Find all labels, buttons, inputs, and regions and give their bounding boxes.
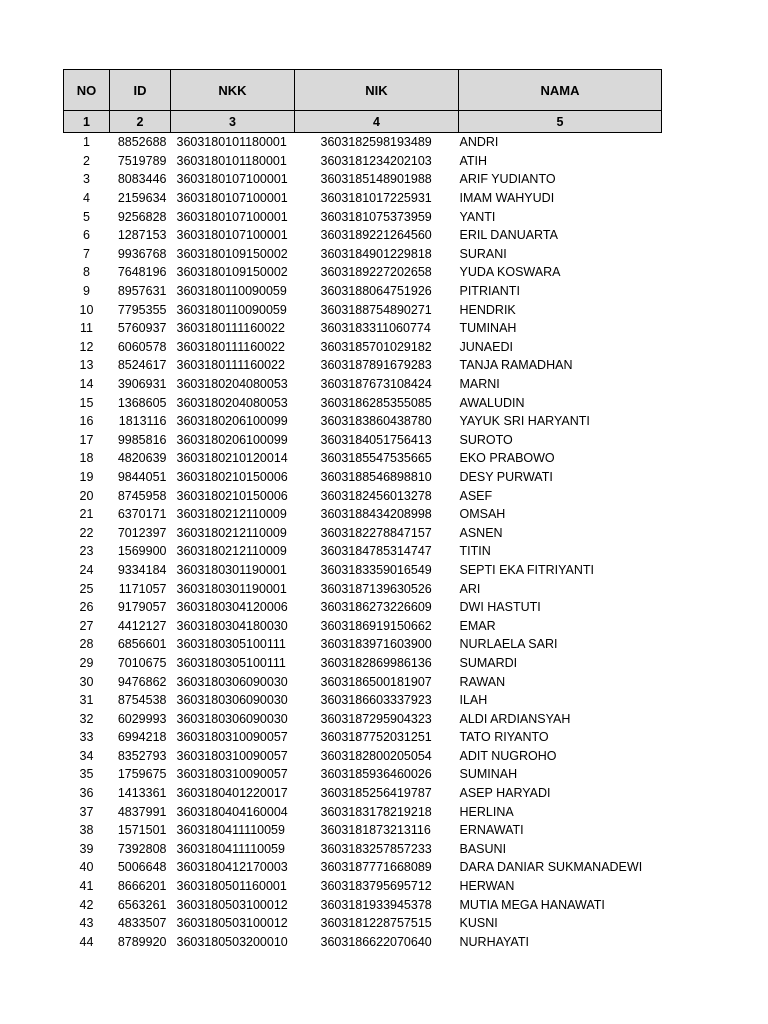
cell-nik: 3603185256419787 bbox=[320, 786, 432, 801]
cell-nama: ALDI ARDIANSYAH bbox=[459, 711, 571, 726]
cell-no: 35 bbox=[79, 767, 94, 782]
cell-nik: 3603183257857233 bbox=[320, 841, 432, 856]
cell-id: 8754538 bbox=[117, 693, 167, 708]
cell-nama: ILAH bbox=[459, 693, 488, 708]
cell-nkk: 3603180204080053 bbox=[176, 395, 288, 410]
header-id: ID bbox=[110, 70, 171, 111]
cell-no: 1 bbox=[83, 135, 90, 150]
cell-nik: 3603181933945378 bbox=[320, 897, 432, 912]
cell-no: 13 bbox=[79, 358, 94, 373]
table-row bbox=[64, 542, 662, 561]
cell-nama: OMSAH bbox=[459, 507, 506, 522]
cell-no: 43 bbox=[79, 916, 94, 931]
cell-nkk: 3603180111160022 bbox=[176, 321, 285, 336]
cell-nkk: 3603180501160001 bbox=[176, 879, 287, 894]
cell-nama: SURANI bbox=[459, 246, 507, 261]
cell-nama: MUTIA MEGA HANAWATI bbox=[459, 897, 605, 912]
table-row bbox=[64, 338, 662, 357]
cell-nkk: 3603180107100001 bbox=[176, 191, 288, 206]
cell-nik: 3603186603337923 bbox=[320, 693, 432, 708]
cell-no: 29 bbox=[79, 655, 94, 670]
cell-id: 1287153 bbox=[117, 228, 167, 243]
cell-nkk: 3603180305100111 bbox=[176, 637, 286, 652]
table-row bbox=[64, 468, 662, 487]
cell-id: 7010675 bbox=[117, 655, 167, 670]
header-no: NO bbox=[64, 70, 110, 111]
cell-nama: NURLAELA SARI bbox=[459, 637, 558, 652]
cell-nkk: 3603180411110059 bbox=[176, 823, 285, 838]
cell-nkk: 3603180503100012 bbox=[176, 897, 288, 912]
cell-no: 14 bbox=[79, 377, 94, 392]
cell-nkk: 3603180206100099 bbox=[176, 432, 288, 447]
cell-no: 25 bbox=[79, 581, 94, 596]
cell-id: 6856601 bbox=[117, 637, 167, 652]
table-row bbox=[64, 356, 662, 375]
cell-nama: SUMINAH bbox=[459, 767, 518, 782]
cell-no: 4 bbox=[83, 191, 90, 206]
cell-no: 16 bbox=[79, 414, 94, 429]
header-nama: NAMA bbox=[459, 70, 662, 111]
cell-no: 44 bbox=[79, 934, 94, 949]
cell-no: 22 bbox=[79, 525, 94, 540]
cell-no: 36 bbox=[79, 786, 94, 801]
column-number: 3 bbox=[171, 111, 295, 133]
cell-id: 9985816 bbox=[117, 432, 167, 447]
cell-nik: 3603187752031251 bbox=[320, 730, 432, 745]
cell-nik: 3603187295904323 bbox=[320, 711, 432, 726]
cell-nama: ASEP HARYADI bbox=[459, 786, 551, 801]
cell-nik: 3603183359016549 bbox=[320, 562, 432, 577]
table-row bbox=[64, 561, 662, 580]
cell-nik: 3603187891679283 bbox=[320, 358, 432, 373]
cell-no: 15 bbox=[79, 395, 94, 410]
table-row bbox=[64, 486, 662, 505]
table-row bbox=[64, 263, 662, 282]
cell-nkk: 3603180210120014 bbox=[176, 451, 288, 466]
cell-nama: TUMINAH bbox=[459, 321, 517, 336]
cell-nkk: 3603180306090030 bbox=[176, 693, 288, 708]
cell-nkk: 3603180305100111 bbox=[176, 655, 286, 670]
cell-nik: 3603183795695712 bbox=[320, 879, 432, 894]
column-number: 5 bbox=[459, 111, 662, 133]
cell-id: 7648196 bbox=[117, 265, 167, 280]
cell-nik: 3603181017225931 bbox=[320, 191, 432, 206]
cell-nik: 3603186500181907 bbox=[320, 674, 432, 689]
cell-nama: DESY PURWATI bbox=[459, 469, 553, 484]
cell-nama: ATIH bbox=[459, 153, 488, 168]
cell-nkk: 3603180304120006 bbox=[176, 600, 288, 615]
cell-no: 33 bbox=[79, 730, 94, 745]
table-row bbox=[64, 449, 662, 468]
cell-no: 3 bbox=[83, 172, 90, 187]
cell-nkk: 3603180212110009 bbox=[176, 525, 287, 540]
cell-nik: 3603181228757515 bbox=[320, 916, 432, 931]
cell-nik: 3603184901229818 bbox=[320, 246, 432, 261]
cell-no: 10 bbox=[79, 302, 94, 317]
cell-nama: YANTI bbox=[459, 209, 496, 224]
cell-nama: ASEF bbox=[459, 488, 493, 503]
cell-nik: 3603182598193489 bbox=[320, 135, 432, 150]
cell-nkk: 3603180301190001 bbox=[176, 562, 287, 577]
cell-id: 6060578 bbox=[117, 339, 167, 354]
cell-nama: YUDA KOSWARA bbox=[459, 265, 561, 280]
cell-id: 9844051 bbox=[117, 469, 167, 484]
table-row bbox=[64, 300, 662, 319]
cell-nik: 3603185701029182 bbox=[320, 339, 432, 354]
cell-id: 6029993 bbox=[117, 711, 167, 726]
cell-nama: ANDRI bbox=[459, 135, 499, 150]
table-row bbox=[64, 505, 662, 524]
cell-id: 9334184 bbox=[117, 562, 167, 577]
header-row bbox=[64, 70, 662, 111]
cell-no: 11 bbox=[80, 321, 93, 336]
cell-nama: HERLINA bbox=[459, 804, 514, 819]
cell-nama: DARA DANIAR SUKMANADEWI bbox=[459, 860, 643, 875]
cell-nik: 3603186622070640 bbox=[320, 934, 432, 949]
cell-id: 4412127 bbox=[117, 618, 167, 633]
cell-no: 5 bbox=[83, 209, 90, 224]
cell-nik: 3603187139630526 bbox=[320, 581, 432, 596]
cell-id: 8083446 bbox=[117, 172, 167, 187]
cell-id: 7392808 bbox=[117, 841, 167, 856]
cell-no: 34 bbox=[79, 748, 94, 763]
cell-nkk: 3603180411110059 bbox=[176, 841, 285, 856]
cell-no: 12 bbox=[79, 339, 94, 354]
cell-id: 1368605 bbox=[117, 395, 167, 410]
cell-nik: 3603182869986136 bbox=[320, 655, 432, 670]
table-row bbox=[64, 598, 662, 617]
cell-no: 31 bbox=[79, 693, 94, 708]
table-row bbox=[64, 933, 662, 952]
cell-nama: MARNI bbox=[459, 377, 500, 392]
cell-nkk: 3603180310090057 bbox=[176, 730, 288, 745]
cell-nkk: 3603180503100012 bbox=[176, 916, 288, 931]
table-row bbox=[64, 189, 662, 208]
cell-no: 19 bbox=[79, 469, 94, 484]
table-row bbox=[64, 207, 662, 226]
table-row bbox=[64, 691, 662, 710]
cell-nama: YAYUK SRI HARYANTI bbox=[459, 414, 590, 429]
cell-nama: IMAM WAHYUDI bbox=[459, 191, 555, 206]
data-sheet bbox=[63, 69, 661, 951]
cell-id: 1171057 bbox=[118, 581, 167, 596]
cell-nama: HENDRIK bbox=[459, 302, 516, 317]
cell-no: 42 bbox=[79, 897, 94, 912]
column-number: 1 bbox=[64, 111, 110, 133]
cell-nama: EKO PRABOWO bbox=[459, 451, 555, 466]
table-row bbox=[64, 226, 662, 245]
cell-nik: 3603183311060774 bbox=[320, 321, 431, 336]
column-number-row bbox=[64, 111, 662, 133]
cell-nkk: 3603180206100099 bbox=[176, 414, 288, 429]
cell-nkk: 3603180212110009 bbox=[176, 544, 287, 559]
cell-nik: 3603181873213116 bbox=[320, 823, 431, 838]
cell-no: 8 bbox=[83, 265, 90, 280]
table-row bbox=[64, 728, 662, 747]
cell-nama: KUSNI bbox=[459, 916, 498, 931]
cell-nama: TANJA RAMADHAN bbox=[459, 358, 573, 373]
cell-no: 23 bbox=[79, 544, 94, 559]
cell-nik: 3603184051756413 bbox=[320, 432, 432, 447]
cell-nkk: 3603180109150002 bbox=[176, 265, 288, 280]
table-row bbox=[64, 282, 662, 301]
cell-nkk: 3603180204080053 bbox=[176, 377, 288, 392]
cell-id: 1571501 bbox=[117, 823, 167, 838]
cell-no: 18 bbox=[79, 451, 94, 466]
table-row bbox=[64, 393, 662, 412]
cell-nama: ADIT NUGROHO bbox=[459, 748, 557, 763]
cell-nik: 3603185936460026 bbox=[320, 767, 432, 782]
cell-nama: EMAR bbox=[459, 618, 496, 633]
cell-nama: JUNAEDI bbox=[459, 339, 513, 354]
table-row bbox=[64, 133, 662, 152]
cell-nik: 3603186285355085 bbox=[320, 395, 432, 410]
cell-nama: RAWAN bbox=[459, 674, 506, 689]
table-row bbox=[64, 635, 662, 654]
cell-nama: DWI HASTUTI bbox=[459, 600, 541, 615]
cell-no: 9 bbox=[83, 284, 90, 299]
cell-nkk: 3603180212110009 bbox=[176, 507, 287, 522]
cell-nik: 3603182456013278 bbox=[320, 488, 432, 503]
cell-nkk: 3603180412170003 bbox=[176, 860, 288, 875]
cell-id: 8852688 bbox=[117, 135, 167, 150]
cell-id: 5006648 bbox=[117, 860, 167, 875]
cell-nkk: 3603180107100001 bbox=[176, 172, 288, 187]
cell-no: 26 bbox=[79, 600, 94, 615]
cell-no: 30 bbox=[79, 674, 94, 689]
cell-nkk: 3603180306090030 bbox=[176, 711, 288, 726]
cell-id: 1413361 bbox=[117, 786, 167, 801]
cell-no: 28 bbox=[79, 637, 94, 652]
column-number: 4 bbox=[295, 111, 459, 133]
cell-id: 9476862 bbox=[117, 674, 167, 689]
cell-no: 17 bbox=[79, 432, 94, 447]
table-row bbox=[64, 170, 662, 189]
cell-nkk: 3603180304180030 bbox=[176, 618, 288, 633]
table-body bbox=[64, 133, 662, 952]
cell-nama: AWALUDIN bbox=[459, 395, 525, 410]
cell-nkk: 3603180101180001 bbox=[176, 153, 287, 168]
table-row bbox=[64, 579, 662, 598]
cell-nama: SUMARDI bbox=[459, 655, 518, 670]
cell-id: 4833507 bbox=[117, 916, 167, 931]
cell-nkk: 3603180111160022 bbox=[176, 358, 285, 373]
table-row bbox=[64, 245, 662, 264]
table-row bbox=[64, 412, 662, 431]
cell-id: 8524617 bbox=[117, 358, 167, 373]
cell-nik: 3603186273226609 bbox=[320, 600, 432, 615]
cell-nkk: 3603180110090059 bbox=[176, 284, 287, 299]
cell-nama: NURHAYATI bbox=[459, 934, 529, 949]
cell-nik: 3603188546898810 bbox=[320, 469, 432, 484]
cell-nkk: 3603180109150002 bbox=[176, 246, 288, 261]
cell-id: 9256828 bbox=[117, 209, 167, 224]
cell-id: 4820639 bbox=[117, 451, 167, 466]
cell-id: 7012397 bbox=[117, 525, 167, 540]
cell-nama: ERNAWATI bbox=[459, 823, 524, 838]
cell-id: 8352793 bbox=[117, 748, 167, 763]
cell-nama: TITIN bbox=[459, 544, 491, 559]
cell-nama: SEPTI EKA FITRIYANTI bbox=[459, 562, 595, 577]
column-number: 2 bbox=[110, 111, 171, 133]
table-row bbox=[64, 709, 662, 728]
cell-id: 1569900 bbox=[117, 544, 167, 559]
table-row bbox=[64, 616, 662, 635]
cell-nkk: 3603180110090059 bbox=[176, 302, 287, 317]
cell-nama: SUROTO bbox=[459, 432, 513, 447]
cell-id: 1813116 bbox=[118, 414, 167, 429]
table-row bbox=[64, 672, 662, 691]
cell-no: 6 bbox=[83, 228, 90, 243]
cell-id: 9179057 bbox=[117, 600, 167, 615]
cell-nik: 3603183178219218 bbox=[320, 804, 432, 819]
cell-nama: ARIF YUDIANTO bbox=[459, 172, 556, 187]
cell-nama: HERWAN bbox=[459, 879, 515, 894]
cell-id: 5760937 bbox=[117, 321, 167, 336]
cell-id: 8957631 bbox=[117, 284, 167, 299]
table-row bbox=[64, 765, 662, 784]
cell-nik: 3603185547535665 bbox=[320, 451, 432, 466]
cell-nik: 3603185148901988 bbox=[320, 172, 432, 187]
cell-no: 27 bbox=[79, 618, 94, 633]
table-row bbox=[64, 840, 662, 859]
cell-nik: 3603183860438780 bbox=[320, 414, 432, 429]
cell-nkk: 3603180111160022 bbox=[176, 339, 285, 354]
cell-nkk: 3603180107100001 bbox=[176, 209, 288, 224]
cell-no: 21 bbox=[79, 507, 94, 522]
cell-no: 20 bbox=[79, 488, 94, 503]
header-nkk: NKK bbox=[171, 70, 295, 111]
cell-no: 24 bbox=[79, 562, 94, 577]
table-row bbox=[64, 431, 662, 450]
cell-nik: 3603187771668089 bbox=[320, 860, 432, 875]
cell-id: 8745958 bbox=[117, 488, 167, 503]
cell-nkk: 3603180301190001 bbox=[176, 581, 287, 596]
cell-id: 8666201 bbox=[117, 879, 167, 894]
table-row bbox=[64, 877, 662, 896]
cell-nik: 3603183971603900 bbox=[320, 637, 432, 652]
cell-nik: 3603184785314747 bbox=[320, 544, 432, 559]
cell-nik: 3603187673108424 bbox=[320, 377, 432, 392]
cell-nama: ASNEN bbox=[459, 525, 503, 540]
cell-id: 4837991 bbox=[117, 804, 167, 819]
cell-nkk: 3603180101180001 bbox=[176, 135, 287, 150]
cell-nik: 3603188064751926 bbox=[320, 284, 432, 299]
cell-id: 2159634 bbox=[117, 191, 167, 206]
table-row bbox=[64, 858, 662, 877]
table-row bbox=[64, 319, 662, 338]
table-row bbox=[64, 784, 662, 803]
cell-id: 3906931 bbox=[117, 377, 167, 392]
cell-nkk: 3603180503200010 bbox=[176, 934, 288, 949]
cell-nkk: 3603180107100001 bbox=[176, 228, 288, 243]
table-row bbox=[64, 895, 662, 914]
table-row bbox=[64, 914, 662, 933]
cell-id: 9936768 bbox=[117, 246, 167, 261]
cell-id: 8789920 bbox=[117, 934, 167, 949]
cell-nkk: 3603180401220017 bbox=[176, 786, 288, 801]
table-row bbox=[64, 375, 662, 394]
table-row bbox=[64, 747, 662, 766]
cell-nik: 3603182278847157 bbox=[320, 525, 432, 540]
voter-table bbox=[63, 69, 662, 951]
cell-id: 7519789 bbox=[117, 153, 167, 168]
cell-id: 1759675 bbox=[117, 767, 167, 782]
cell-nik: 3603189227202658 bbox=[320, 265, 432, 280]
cell-nkk: 3603180404160004 bbox=[176, 804, 288, 819]
table-row bbox=[64, 821, 662, 840]
cell-id: 7795355 bbox=[117, 302, 167, 317]
cell-id: 6370171 bbox=[117, 507, 167, 522]
cell-no: 37 bbox=[79, 804, 94, 819]
table-row bbox=[64, 654, 662, 673]
cell-nik: 3603186919150662 bbox=[320, 618, 432, 633]
cell-nama: BASUNI bbox=[459, 841, 507, 856]
cell-nik: 3603188754890271 bbox=[320, 302, 432, 317]
cell-nkk: 3603180210150006 bbox=[176, 488, 288, 503]
cell-no: 38 bbox=[79, 823, 94, 838]
table-row bbox=[64, 523, 662, 542]
cell-nik: 3603181234202103 bbox=[320, 153, 432, 168]
cell-id: 6994218 bbox=[117, 730, 167, 745]
cell-no: 40 bbox=[79, 860, 94, 875]
cell-no: 39 bbox=[79, 841, 94, 856]
cell-nama: ERIL DANUARTA bbox=[459, 228, 558, 243]
cell-nama: TATO RIYANTO bbox=[459, 730, 549, 745]
cell-nkk: 3603180210150006 bbox=[176, 469, 288, 484]
header-nik: NIK bbox=[295, 70, 459, 111]
cell-nik: 3603181075373959 bbox=[320, 209, 432, 224]
cell-no: 32 bbox=[79, 711, 94, 726]
cell-nama: PITRIANTI bbox=[459, 284, 520, 299]
cell-no: 41 bbox=[79, 879, 94, 894]
cell-id: 6563261 bbox=[117, 897, 167, 912]
cell-nik: 3603182800205054 bbox=[320, 748, 432, 763]
cell-no: 2 bbox=[83, 153, 90, 168]
cell-nik: 3603189221264560 bbox=[320, 228, 432, 243]
cell-nkk: 3603180310090057 bbox=[176, 748, 288, 763]
cell-nama: ARI bbox=[459, 581, 481, 596]
cell-nkk: 3603180310090057 bbox=[176, 767, 288, 782]
cell-no: 7 bbox=[83, 246, 90, 261]
table-row bbox=[64, 802, 662, 821]
cell-nik: 3603188434208998 bbox=[320, 507, 432, 522]
cell-nkk: 3603180306090030 bbox=[176, 674, 288, 689]
table-row bbox=[64, 152, 662, 171]
